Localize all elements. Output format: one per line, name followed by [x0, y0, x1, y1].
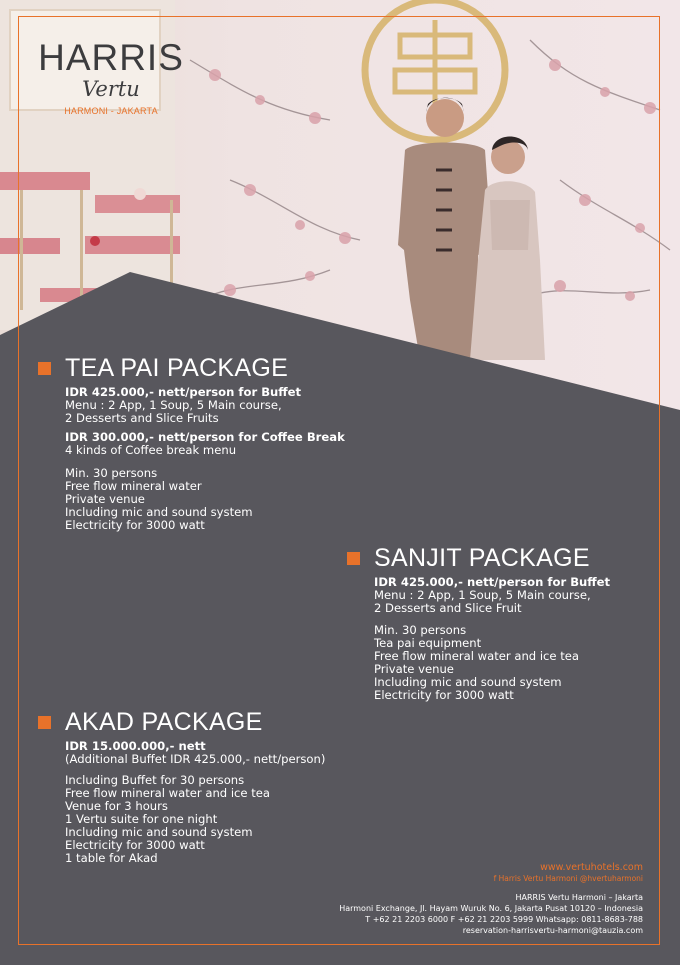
tea-pai-feature: Min. 30 persons [65, 466, 158, 480]
tea-pai-feature: Including mic and sound system [65, 505, 253, 519]
akad-feature: 1 table for Akad [65, 851, 158, 865]
sanjit-section [347, 544, 610, 702]
facebook-icon: f [493, 874, 499, 883]
tea-pai-feature: Private venue [65, 492, 145, 506]
sanjit-feature: Electricity for 3000 watt [374, 688, 514, 702]
sanjit-feature: Min. 30 persons [374, 623, 467, 637]
akad-feature: 1 Vertu suite for one night [65, 812, 218, 826]
tea-pai-section [38, 354, 345, 532]
sanjit-feature: Private venue [374, 662, 454, 676]
tea-pai-coffee-menu: 4 kinds of Coffee break menu [65, 443, 237, 457]
tea-pai-menu-line: 2 Desserts and Slice Fruits [65, 411, 219, 425]
akad-section [38, 708, 325, 865]
logo-script: Vertu [82, 77, 140, 101]
sanjit-menu-line: Menu : 2 App, 1 Soup, 5 Main course, [374, 588, 591, 602]
sanjit-menu-line: 2 Desserts and Slice Fruit [374, 601, 522, 615]
orange-square-icon [38, 716, 51, 729]
sanjit-feature: Including mic and sound system [374, 675, 562, 689]
akad-price: IDR 15.000.000,- nett [65, 739, 206, 753]
hotel-phone: T +62 21 2203 6000 F +62 21 2203 5999 Whatsapp: 0811-8683-788 [365, 915, 643, 924]
akad-note: (Additional Buffet IDR 425.000,- nett/person) [65, 752, 326, 766]
akad-feature: Electricity for 3000 watt [65, 838, 205, 852]
akad-feature: Venue for 3 hours [65, 799, 168, 813]
akad-feature: Free flow mineral water and ice tea [65, 786, 271, 800]
sanjit-price-buffet: IDR 425.000,- nett/person for Buffet [374, 575, 611, 589]
website-link[interactable]: www.vertuhotels.com [540, 862, 643, 873]
tea-pai-title: TEA PAI PACKAGE [65, 354, 289, 382]
akad-title: AKAD PACKAGE [65, 708, 263, 736]
tea-pai-price-buffet: IDR 425.000,- nett/person for Buffet [65, 385, 302, 399]
sanjit-title: SANJIT PACKAGE [374, 544, 590, 572]
tea-pai-price-coffee: IDR 300.000,- nett/person for Coffee Break [65, 430, 345, 444]
logo-location: HARMONI - JAKARTA [64, 106, 158, 116]
akad-feature: Including Buffet for 30 persons [65, 773, 245, 787]
hotel-address: Harmoni Exchange, Jl. Hayam Wuruk No. 6, Jakarta Pusat 10120 – Indonesia [339, 904, 643, 913]
tea-pai-feature: Free flow mineral water [65, 479, 202, 493]
hotel-name: HARRIS Vertu Harmoni – Jakarta [515, 893, 643, 902]
sanjit-feature: Tea pai equipment [374, 636, 482, 650]
sanjit-feature: Free flow mineral water and ice tea [374, 649, 580, 663]
social-handles[interactable] [339, 873, 643, 884]
akad-feature: Including mic and sound system [65, 825, 253, 839]
hotel-email[interactable]: reservation-harrisvertu-harmoni@tauzia.com [462, 926, 643, 935]
harris-vertu-logo [36, 38, 186, 116]
orange-square-icon [347, 552, 360, 565]
orange-square-icon [38, 362, 51, 375]
tea-pai-menu-line: Menu : 2 App, 1 Soup, 5 Main course, [65, 398, 282, 412]
social-text: Harris Vertu Harmoni @hvertuharmoni [498, 874, 643, 883]
logo-brand: HARRIS [38, 37, 184, 78]
contact-footer [339, 862, 643, 936]
tea-pai-feature: Electricity for 3000 watt [65, 518, 205, 532]
